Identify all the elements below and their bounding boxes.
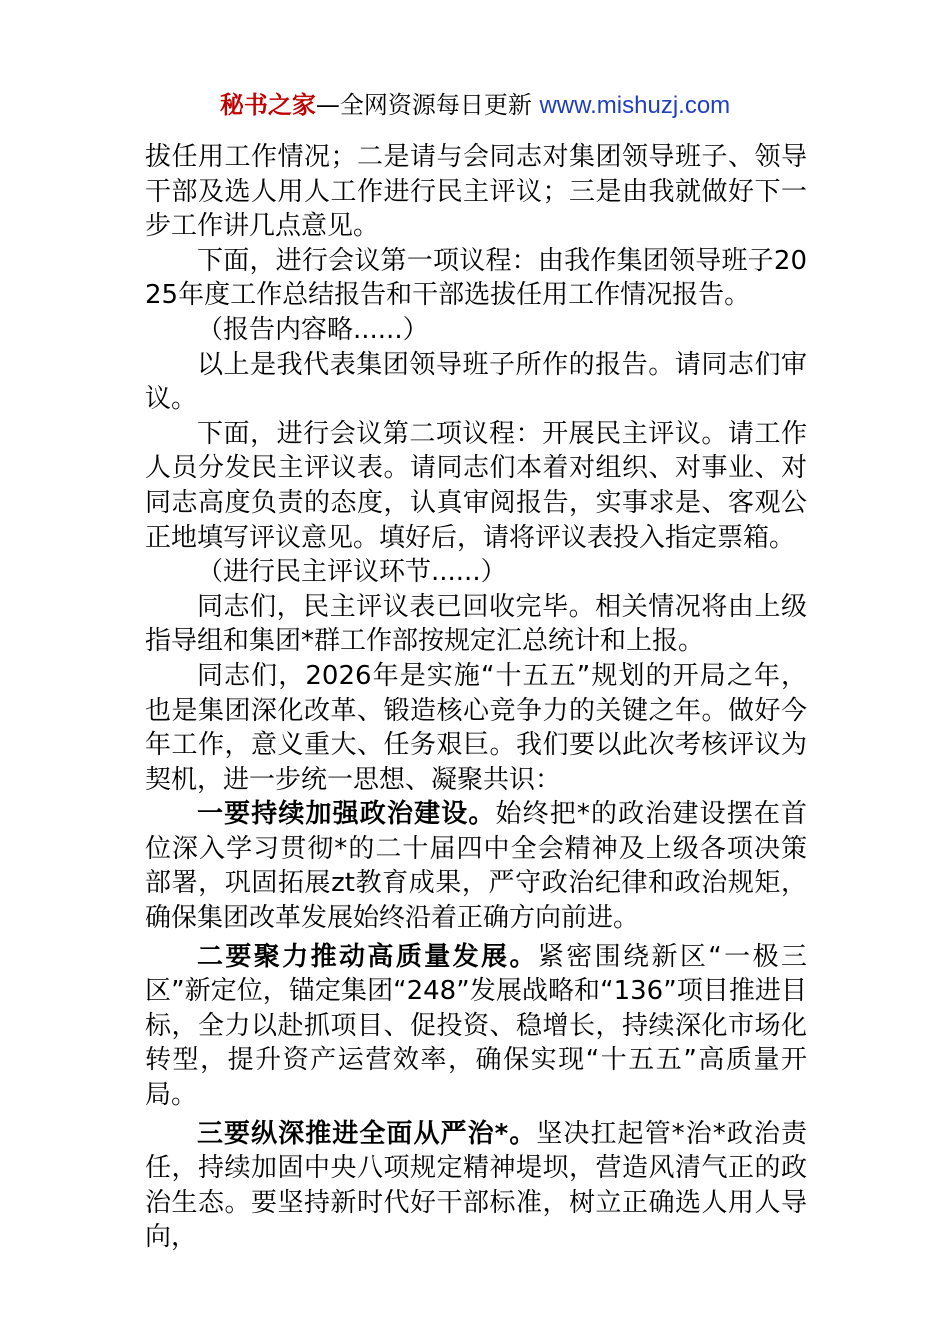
brand-name: 秘书之家	[219, 91, 316, 119]
paragraph-text: 同志们，2026年是实施“十五五”规划的开局之年，也是集团深化改革、锻造核心竞争力的关键之年。做好今年工作，意义重大、任务艰巨。我们要以此次考核评议为契机，进一步统一思想、凝聚共识：	[145, 660, 807, 795]
point-heading: 二要聚力推动高质量发展。	[197, 941, 538, 972]
paragraph-point-one	[145, 797, 807, 935]
paragraph-forms-collected	[145, 590, 807, 659]
paragraph-text: 下面，进行会议第二项议程：开展民主评议。请工作人员分发民主评议表。请同志们本着对组织、对事业、对同志高度负责的态度，认真审阅报告，实事求是、客观公正地填写评议意见。填好后，请将评议表投入指定票箱。	[145, 418, 807, 553]
paragraph-point-three	[145, 1117, 807, 1255]
paragraph-agenda-two	[145, 417, 807, 555]
paragraph-continued	[145, 140, 807, 244]
paragraph-evaluation-step	[145, 555, 807, 590]
paragraph-text: 同志们，民主评议表已回收完毕。相关情况将由上级指导组和集团*群工作部按规定汇总统计和上报。	[145, 591, 807, 657]
paragraph-text: （报告内容略......）	[197, 314, 429, 345]
paragraph-text: （进行民主评议环节......）	[197, 557, 507, 588]
paragraph-text: 下面，进行会议第一项议程：由我作集团领导班子2025年度工作总结报告和干部选拔任用工作情况报告。	[145, 245, 807, 311]
paragraph-agenda-one	[145, 244, 807, 313]
site-url-link[interactable]: www.mishuzj.com	[539, 92, 731, 119]
paragraph-text: 拔任用工作情况；二是请与会同志对集团领导班子、领导干部及选人用人工作进行民主评议；三是由我就做好下一步工作讲几点意见。	[145, 142, 807, 242]
document-body	[145, 140, 807, 1255]
paragraph-text: 坚决扛起管*治*政治责任，持续加固中央八项规定精神堤坝，营造风清气正的政治生态。要坚持新时代好干部标准，树立正确选人用人导向，	[145, 1118, 807, 1253]
paragraph-text: 以上是我代表集团领导班子所作的报告。请同志们审议。	[145, 349, 807, 415]
paragraph-text: 紧密围绕新区“一极三区”新定位，锚定集团“248”发展战略和“136”项目推进目标，全力以赴抓项目、促投资、稳增长，持续深化市场化转型，提升资产运营效率，确保实现“十五五”高质量开局。	[145, 941, 807, 1111]
header-tagline: —全网资源每日更新	[315, 91, 540, 119]
paragraph-year-intro	[145, 659, 807, 797]
point-heading: 三要纵深推进全面从严治*。	[197, 1118, 537, 1149]
point-heading: 一要持续加强政治建设。	[197, 799, 496, 830]
paragraph-point-two	[145, 940, 807, 1113]
paragraph-report-end	[145, 348, 807, 417]
site-header	[0, 88, 950, 123]
paragraph-report-omitted	[145, 313, 807, 348]
paragraph-text: 始终把*的政治建设摆在首位深入学习贯彻*的二十届四中全会精神及上级各项决策部署，巩固拓展zt教育成果，严守政治纪律和政治规矩，确保集团改革发展始终沿着正确方向前进。	[145, 799, 807, 934]
